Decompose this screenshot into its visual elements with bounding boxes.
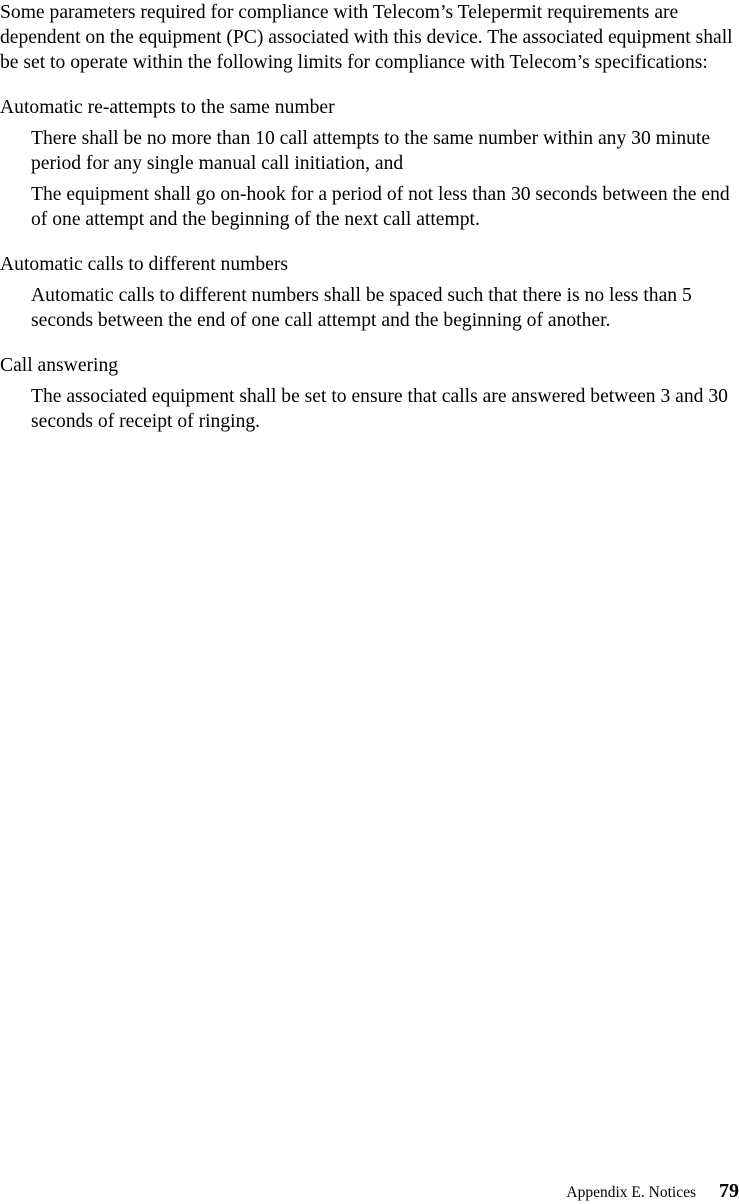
document-body — [0, 0, 739, 434]
definition-section — [0, 95, 739, 232]
section-term: Automatic re-attempts to the same number — [0, 97, 335, 118]
page-footer — [566, 1180, 739, 1203]
page-number: 79 — [719, 1180, 739, 1202]
section-description: There shall be no more than 10 call attempts to the same number within any 30 minute period for any single manual call initiation, and — [31, 128, 711, 174]
section-description: Automatic calls to different numbers shall be spaced such that there is no less than 5 seconds between the end of one call attempt and the beginning of another. — [31, 285, 692, 331]
section-description: The equipment shall go on-hook for a period of not less than 30 seconds between the end of one attempt and the beginning of the next call attempt. — [31, 184, 730, 230]
section-term: Automatic calls to different numbers — [0, 254, 289, 275]
section-description: The associated equipment shall be set to ensure that calls are answered between 3 and 30 seconds of receipt of ringing. — [31, 386, 728, 432]
definition-section — [0, 353, 739, 434]
definition-section — [0, 252, 739, 333]
section-term: Call answering — [0, 355, 119, 376]
intro-paragraph: Some parameters required for compliance with Telecom’s Telepermit requirements are dependent on the equipment (PC) associated with this device. The associated equipment shall be set to operate within the following limits for compliance with Telecom’s specifications: — [0, 2, 733, 73]
footer-section-label: Appendix E. Notices — [566, 1184, 696, 1201]
